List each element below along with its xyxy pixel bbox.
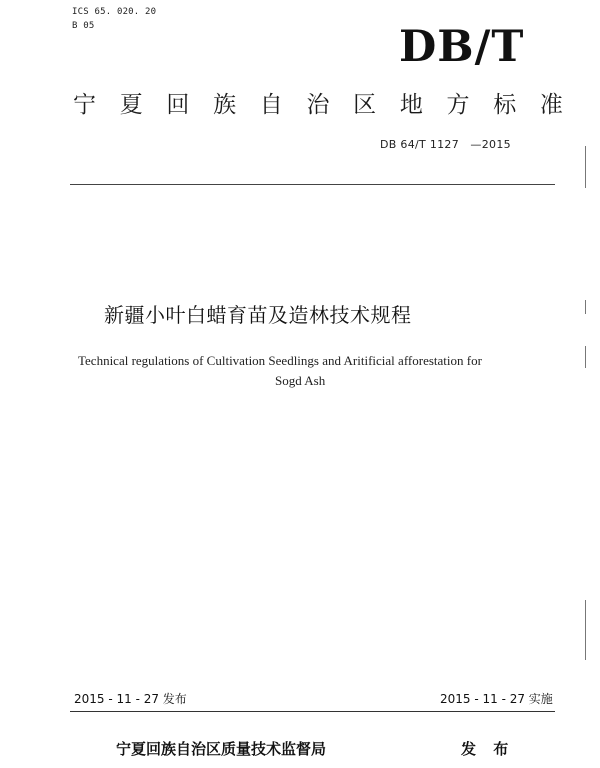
standard-type-char: 宁 (73, 92, 96, 118)
header-divider (70, 184, 555, 185)
standard-type-char: 自 (259, 92, 283, 118)
standard-type-char: 准 (539, 92, 563, 118)
footer-divider (70, 711, 555, 712)
standard-mark: DB/T (399, 22, 525, 72)
standard-type-char: 标 (493, 92, 517, 118)
title-english (78, 351, 558, 391)
implementation-date: 2015 - 11 - 27 实施 (440, 692, 553, 706)
standard-type-heading (73, 91, 563, 119)
standard-type-char: 夏 (119, 92, 143, 118)
title-english-line-1: Technical regulations of Cultivation Seedlings and Aritificial afforestation for (78, 353, 482, 368)
standard-type-char: 回 (166, 92, 190, 118)
title-chinese: 新疆小叶白蜡育苗及造林技术规程 (104, 303, 412, 327)
standard-type-char: 治 (306, 92, 330, 118)
scan-edge-mark (585, 600, 586, 660)
standard-number: DB 64/T 1127 —2015 (380, 138, 511, 151)
standard-type-char: 区 (353, 92, 377, 118)
publisher-name: 宁夏回族自治区质量技术监督局 (116, 740, 327, 758)
scan-edge-mark (585, 346, 586, 368)
standard-type-char: 族 (213, 92, 237, 118)
standard-type-char: 地 (399, 92, 423, 118)
publish-label: 发 布 (461, 740, 515, 758)
scan-edge-mark (585, 146, 586, 188)
ccs-code: B 05 (72, 21, 95, 31)
scan-edge-mark (585, 300, 586, 314)
ics-code: ICS 65. 020. 20 (72, 7, 157, 17)
standard-type-char: 方 (446, 92, 470, 118)
classification-codes (72, 5, 156, 33)
title-english-line-2: Sogd Ash (275, 373, 326, 388)
issue-date: 2015 - 11 - 27 发布 (74, 692, 187, 706)
